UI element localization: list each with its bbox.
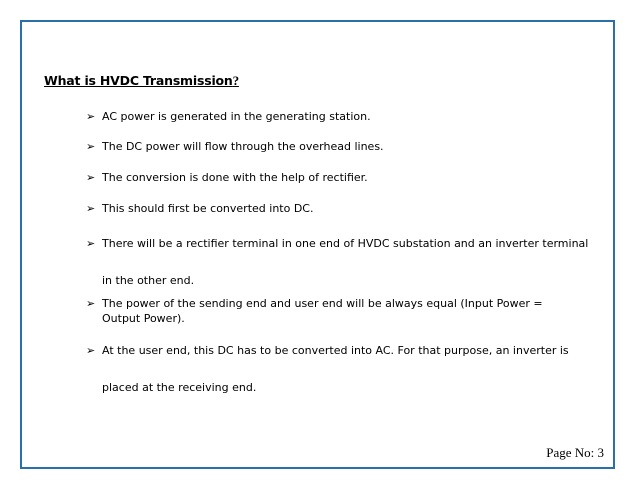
bullet-text: The DC power will flow through the overhead lines. <box>102 140 384 153</box>
arrow-bullet-icon: ➢ <box>86 110 96 123</box>
arrow-bullet-icon: ➢ <box>86 140 96 153</box>
arrow-bullet-icon: ➢ <box>86 171 96 184</box>
arrow-bullet-icon: ➢ <box>86 344 96 357</box>
arrow-bullet-icon: ➢ <box>86 202 96 215</box>
bullet-text: This should first be converted into DC. <box>102 202 314 215</box>
bullet-text: AC power is generated in the generating station. <box>102 110 371 123</box>
slide-title-text: What is HVDC Transmission <box>44 73 233 88</box>
bullet-text: The power of the sending end and user end will be always equal (Input Power = Output Power). <box>102 297 543 325</box>
page-number: Page No: 3 <box>546 445 604 460</box>
arrow-bullet-icon: ➢ <box>86 237 96 250</box>
slide-title-suffix: ? <box>232 73 239 88</box>
bullet-text: There will be a rectifier terminal in one end of HVDC substation and an inverter terminal in the other end. <box>102 237 589 287</box>
bullet-text: At the user end, this DC has to be converted into AC. For that purpose, an inverter is placed at the receiving end. <box>102 344 569 394</box>
arrow-bullet-icon: ➢ <box>86 297 96 310</box>
slide-title <box>44 73 239 89</box>
bullet-text: The conversion is done with the help of rectifier. <box>102 171 368 184</box>
